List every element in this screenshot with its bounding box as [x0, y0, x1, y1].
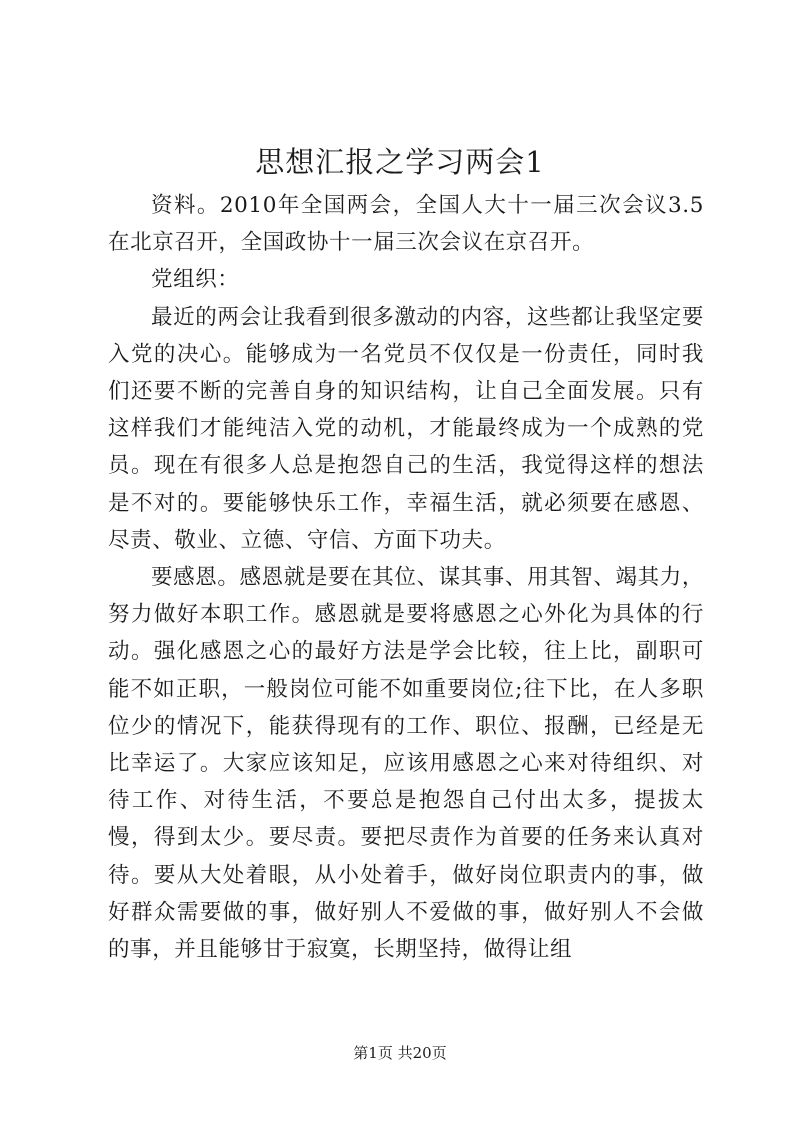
paragraph-gratitude: 要感恩。感恩就是要在其位、谋其事、用其智、竭其力，努力做好本职工作。感恩就是要将感恩之心外化为具体的行动。强化感恩之心的最好方法是学会比较，往上比，副职可能不如正职，一般岗位可能不如重要岗位;往下比，在人多职位少的情况下，能获得现有的工作、职位、报酬，已经是无比幸运了。大家应该知足，应该用感恩之心来对待组织、对待工作、对待生活，不要总是抱怨自己付出太多，提拔太慢，得到太少。要尽责。要把尽责作为首要的任务来认真对待。要从大处着眼，从小处着手，做好岗位职责内的事，做好群众需要做的事，做好别人不爱做的事，做好别人不会做的事，并且能够甘于寂寞，长期坚持，做得让组: [108, 565, 704, 963]
document-body: [108, 187, 704, 968]
document-title: 思想汇报之学习两会1: [255, 145, 545, 179]
page-number-footer: 第1页 共20页: [353, 1044, 447, 1062]
paragraph-materials: 资料。2010年全国两会，全国人大十一届三次会议3.5在北京召开，全国政协十一届三次会议在京召开。: [108, 193, 704, 256]
paragraph-salutation: 党组织：: [151, 267, 240, 293]
paragraph-intro: 最近的两会让我看到很多激动的内容，这些都让我坚定要入党的决心。能够成为一名党员不仅仅是一份责任，同时我们还要不断的完善自身的知识结构，让自己全面发展。只有这样我们才能纯洁入党的动机，才能最终成为一个成熟的党员。现在有很多人总是抱怨自己的生活，我觉得这样的想法是不对的。要能够快乐工作，幸福生活，就必须要在感恩、尽责、敬业、立德、守信、方面下功夫。: [108, 304, 704, 553]
